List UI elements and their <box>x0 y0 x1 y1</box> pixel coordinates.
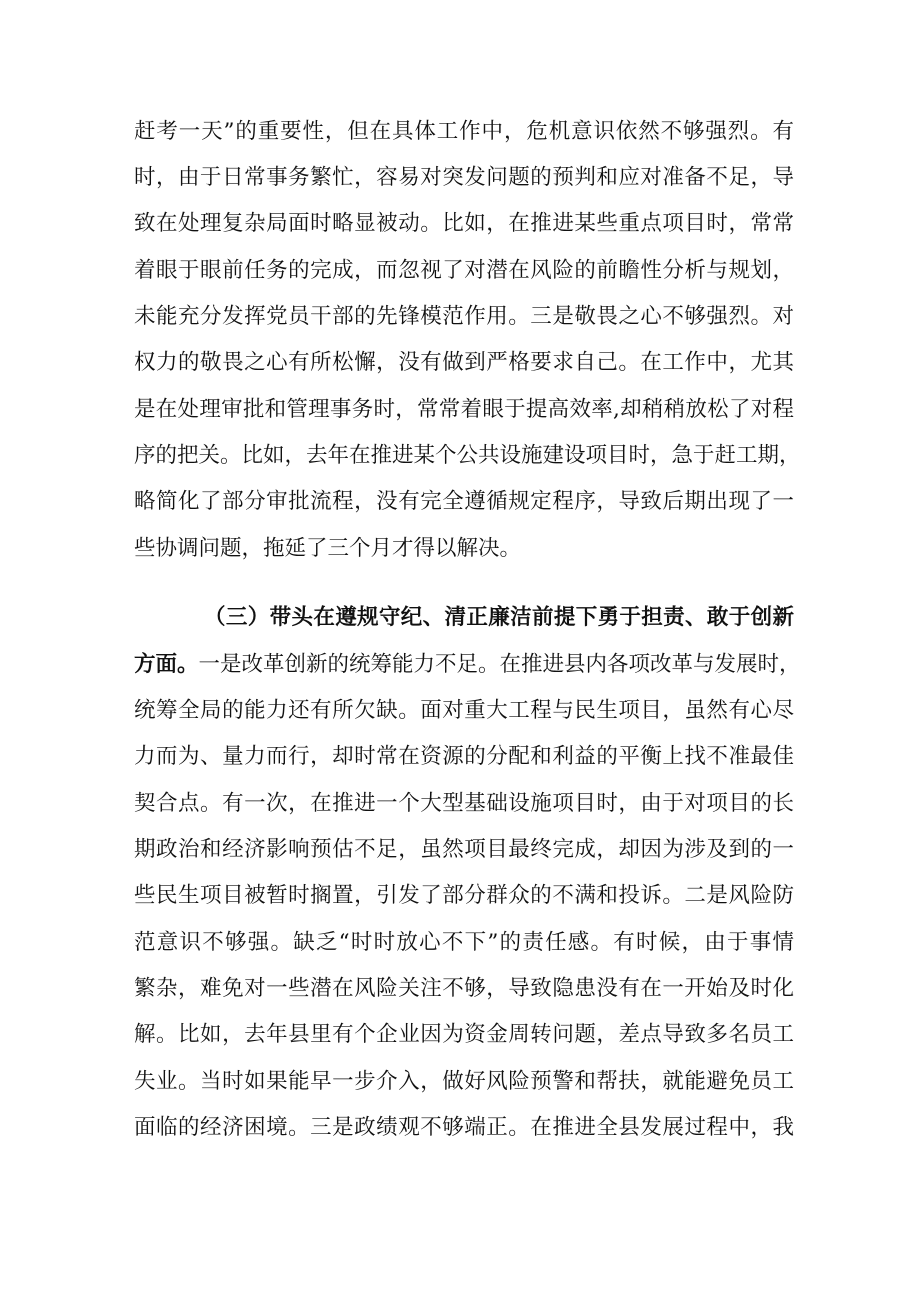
paragraph-1-line: 时，由于日常事务繁忙，容易对突发问题的预判和应对准备不足，导 <box>134 165 794 190</box>
paragraph-2-line: 面临的经济困境。三是政绩观不够端正。在推进全县发展过程中，我 <box>134 1115 794 1140</box>
paragraph-2-text: 一是改革创新的统筹能力不足。在推进县内各项改革与发展时， <box>198 652 801 677</box>
paragraph-1-line: 略简化了部分审批流程，没有完全遵循规定程序，导致后期出现了一 <box>134 489 794 514</box>
paragraph-2-line: 些民生项目被暂时搁置，引发了部分群众的不满和投诉。二是风险防 <box>134 883 794 908</box>
paragraph-2-line: 契合点。有一次，在推进一个大型基础设施项目时，由于对项目的长 <box>134 791 794 816</box>
paragraph-1-line: 赶考一天”的重要性，但在具体工作中，危机意识依然不够强烈。有 <box>134 119 794 144</box>
paragraph-1-line: 序的把关。比如，去年在推进某个公共设施建设项目时，急于赶工期， <box>134 443 801 468</box>
paragraph-2-line: 期政治和经济影响预估不足，虽然项目最终完成，却因为涉及到的一 <box>134 837 794 862</box>
paragraph-2-line: 失业。当时如果能早一步介入，做好风险预警和帮扶，就能避免员工 <box>134 1069 794 1094</box>
paragraph-2-line <box>134 650 801 680</box>
paragraph-2-line: 范意识不够强。缺乏“时时放心不下”的责任感。有时候，由于事情 <box>134 930 794 955</box>
paragraph-2-line: 繁杂，难免对一些潜在风险关注不够，导致隐患没有在一开始及时化 <box>134 976 794 1001</box>
paragraph-1-line: 致在处理复杂局面时略显被动。比如，在推进某些重点项目时，常常 <box>134 211 794 236</box>
section-heading: （三）带头在遵规守纪、清正廉洁前提下勇于担责、敢于创新 <box>204 605 794 630</box>
paragraph-1-line: 未能充分发挥党员干部的先锋模范作用。三是敬畏之心不够强烈。对 <box>134 304 794 329</box>
paragraph-1-line: 着眼于眼前任务的完成，而忽视了对潜在风险的前瞻性分析与规划， <box>134 258 794 283</box>
paragraph-1-line: 是在处理审批和管理事务时，常常着眼于提高效率,却稍稍放松了对程 <box>134 397 794 422</box>
section-heading-tail: 方面。 <box>134 652 199 677</box>
paragraph-2-line: 解。比如，去年县里有个企业因为资金周转问题，差点导致多名员工 <box>134 1022 794 1047</box>
paragraph-2-line: 力而为、量力而行，却时常在资源的分配和利益的平衡上找不准最佳 <box>134 744 794 769</box>
paragraph-2-line: 统筹全局的能力还有所欠缺。面对重大工程与民生项目，虽然有心尽 <box>134 698 794 723</box>
paragraph-1-line: 权力的敬畏之心有所松懈，没有做到严格要求自己。在工作中，尤其 <box>134 350 794 375</box>
paragraph-1-line: 些协调问题，拖延了三个月才得以解决。 <box>134 536 522 561</box>
